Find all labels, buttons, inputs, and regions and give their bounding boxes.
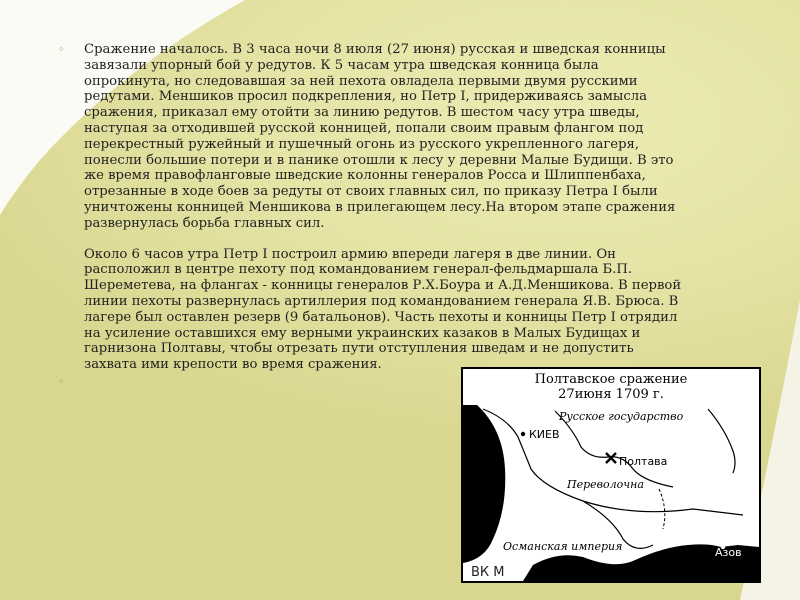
label-azov: Азов: [715, 546, 742, 559]
label-poltava: Полтава: [619, 455, 668, 468]
poltava-battle-map: [461, 367, 761, 583]
map-title: [463, 372, 759, 402]
label-russian-state: Русское государство: [559, 410, 684, 423]
map-title-line2: 27июня 1709 г.: [558, 387, 664, 402]
bullet-item: [58, 42, 688, 373]
label-kiev: КИЕВ: [529, 428, 560, 441]
poltava-battle-marker: [606, 453, 616, 463]
label-ottoman-empire: Османская империя: [503, 540, 623, 553]
slide-text-body: [58, 42, 688, 373]
map-title-line1: Полтавское сражение: [534, 372, 688, 387]
empty-bullet-marker: ◦: [58, 375, 65, 388]
label-perevolochna: Переволочна: [567, 478, 644, 491]
bullet-marker: ◦: [58, 43, 65, 56]
paragraph-army-deployment: Около 6 часов утра Петр I построил армию впереди лагеря в две линии. Он расположил в центре пехоту под командованием генерал-фельдмаршала Б.П. Шереметева, на флангах - конницы генералов Р.Х.Боура и А.Д.Меншикова. В первой линии пехоты развернулась артиллерия под командованием генерала Я.В. Брюса. В лагере был оставлен резерв (9 батальонов). Часть пехоты и конницы Петр I отрядил на усиление оставшихся ему верными украинских казаков в Малых Будищах и гарнизона Полтавы, чтобы отрезать пути отступления шведам и не допустить захвата ими крепости во время сражения.: [84, 246, 682, 373]
paragraph-battle-start: Сражение началось. В 3 часа ночи 8 июля (27 июня) русская и шведская конницы завязали упорный бой у редутов. К 5 часам утра шведская конница была опрокинута, но следовавшая за ней пехота овладела первыми двумя русскими редутами. Меншиков просил подкрепления, но Петр I, придерживаясь замысла сражения, приказал ему отойти за линию редутов. В шестом часу утра шведы, наступая за отходившей русской конницей, попали своим правым флангом под перекрестный ружейный и пушечный огонь из русского укрепленного лагеря, понесли большие потери и в панике отошли к лесу у деревни Малые Будищи. В это же время правофланговые шведские колонны генералов Росса и Шлиппенбаха, отрезанные в ходе боев за редуты от своих главных сил, по приказу Петра I были уничтожены конницей Меншикова в прилегающем лесу.На втором этапе сражения развернулась борьба главных сил.: [84, 42, 676, 231]
map-watermark: ВК М: [471, 565, 505, 580]
kiev-marker: [521, 432, 525, 436]
